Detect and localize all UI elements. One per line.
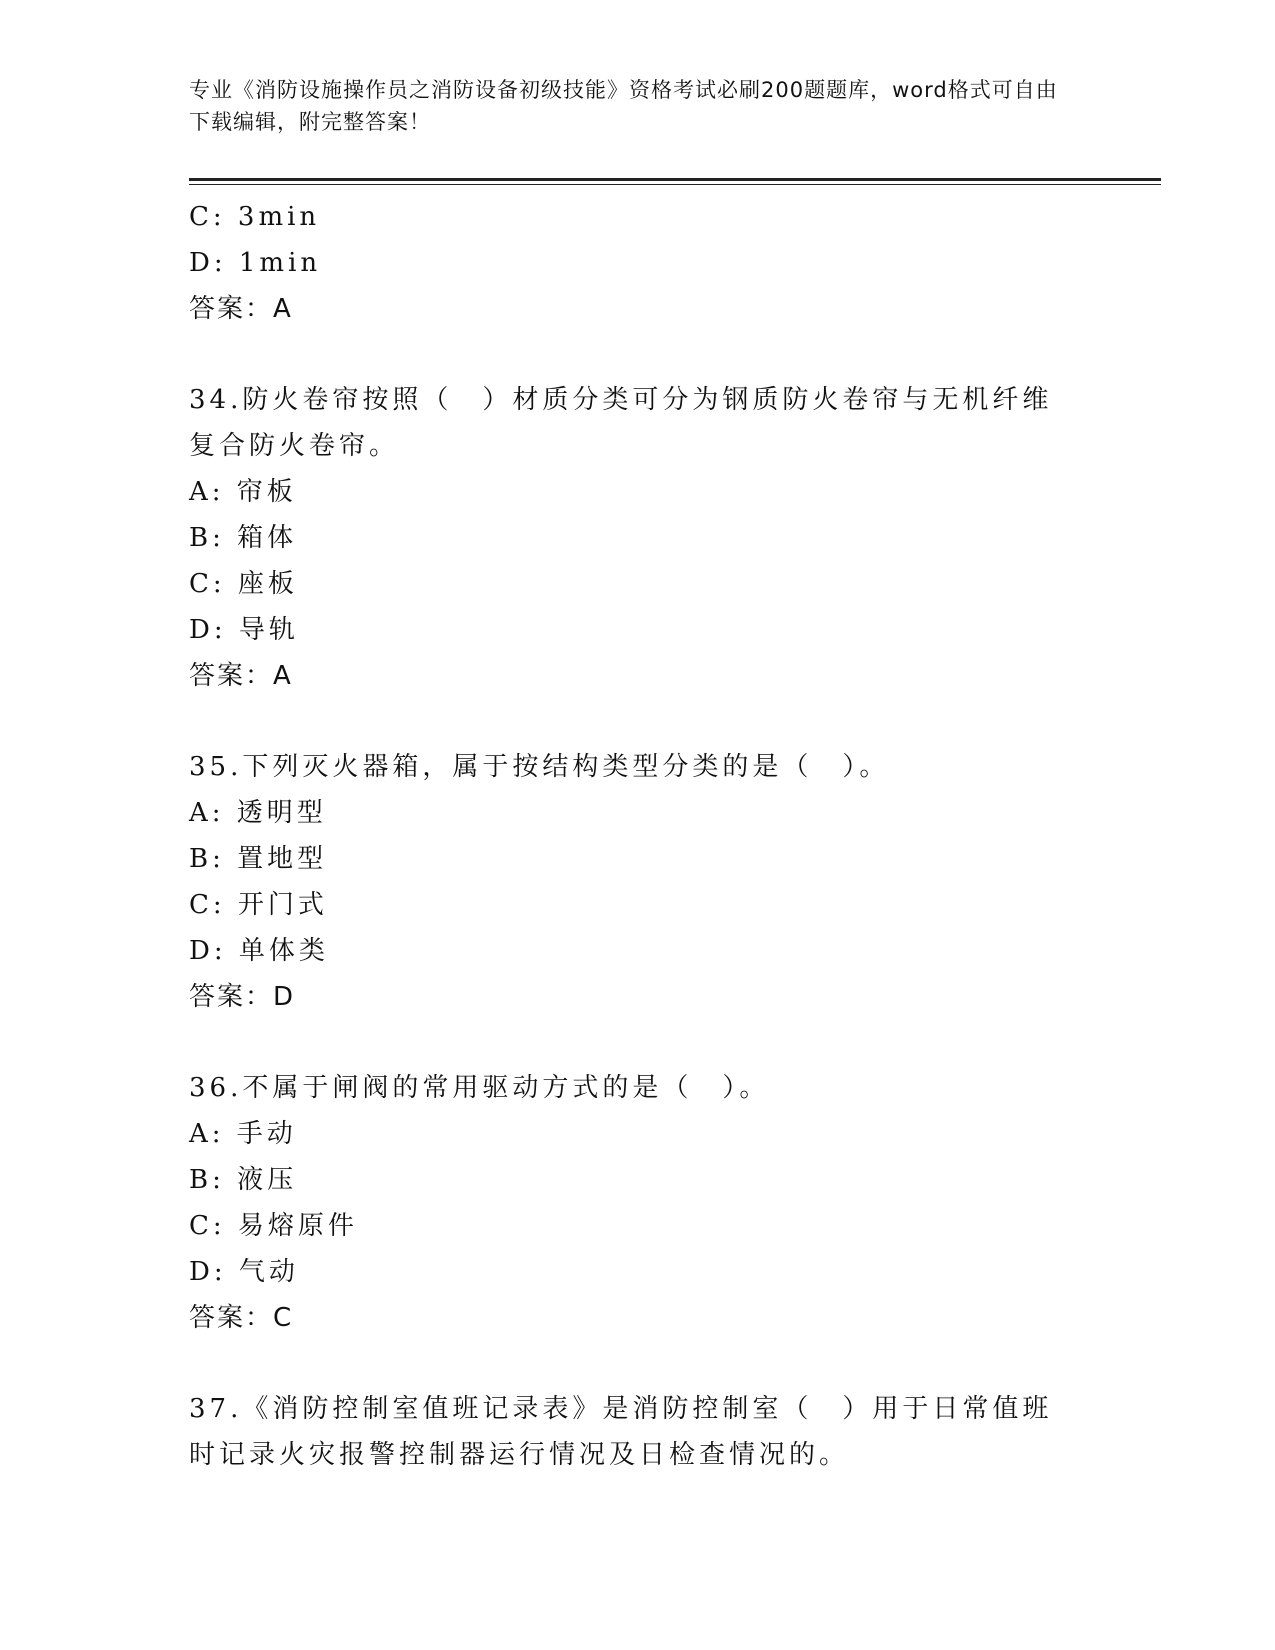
option-d: D: 导轨 <box>189 615 299 645</box>
page-header: 专业《消防设施操作员之消防设备初级技能》资格考试必刷200题题库，word格式可自由下载编辑，附完整答案！ <box>189 78 1058 134</box>
question-37 <box>189 1386 1089 1478</box>
option-c: C: 3min <box>189 202 321 232</box>
option-d: D: 气动 <box>189 1257 299 1287</box>
question-36 <box>189 1065 1089 1341</box>
option-a: A: 透明型 <box>189 798 327 828</box>
option-b: B: 箱体 <box>189 523 298 553</box>
option-c: C: 座板 <box>189 569 298 599</box>
header-rule-thick <box>189 178 1161 181</box>
question-list <box>189 194 1089 1478</box>
answer-line: 答案：C <box>189 1303 294 1333</box>
option-c: C: 易熔原件 <box>189 1211 358 1241</box>
question-text: 35.下列灭火器箱，属于按结构类型分类的是（ ）。 <box>189 752 890 782</box>
option-a: A: 手动 <box>189 1119 297 1149</box>
option-d: D: 1min <box>189 248 322 278</box>
option-b: B: 置地型 <box>189 844 328 874</box>
question-text: 37.《消防控制室值班记录表》是消防控制室（ ）用于日常值班时记录火灾报警控制器运行情况及日检查情况的。 <box>189 1394 1053 1470</box>
answer-line: 答案：A <box>189 294 293 324</box>
question-text: 34.防火卷帘按照（ ）材质分类可分为钢质防火卷帘与无机纤维复合防火卷帘。 <box>189 385 1053 461</box>
answer-line: 答案：A <box>189 661 293 691</box>
question-text: 36.不属于闸阀的常用驱动方式的是（ ）。 <box>189 1073 770 1103</box>
option-b: B: 液压 <box>189 1165 298 1195</box>
answer-line: 答案：D <box>189 982 296 1012</box>
option-d: D: 单体类 <box>189 936 329 966</box>
question-35 <box>189 744 1089 1020</box>
option-a: A: 帘板 <box>189 477 297 507</box>
question-34 <box>189 377 1089 699</box>
question-33-tail <box>189 194 1089 332</box>
option-c: C: 开门式 <box>189 890 328 920</box>
header-rule-thin <box>189 184 1161 185</box>
